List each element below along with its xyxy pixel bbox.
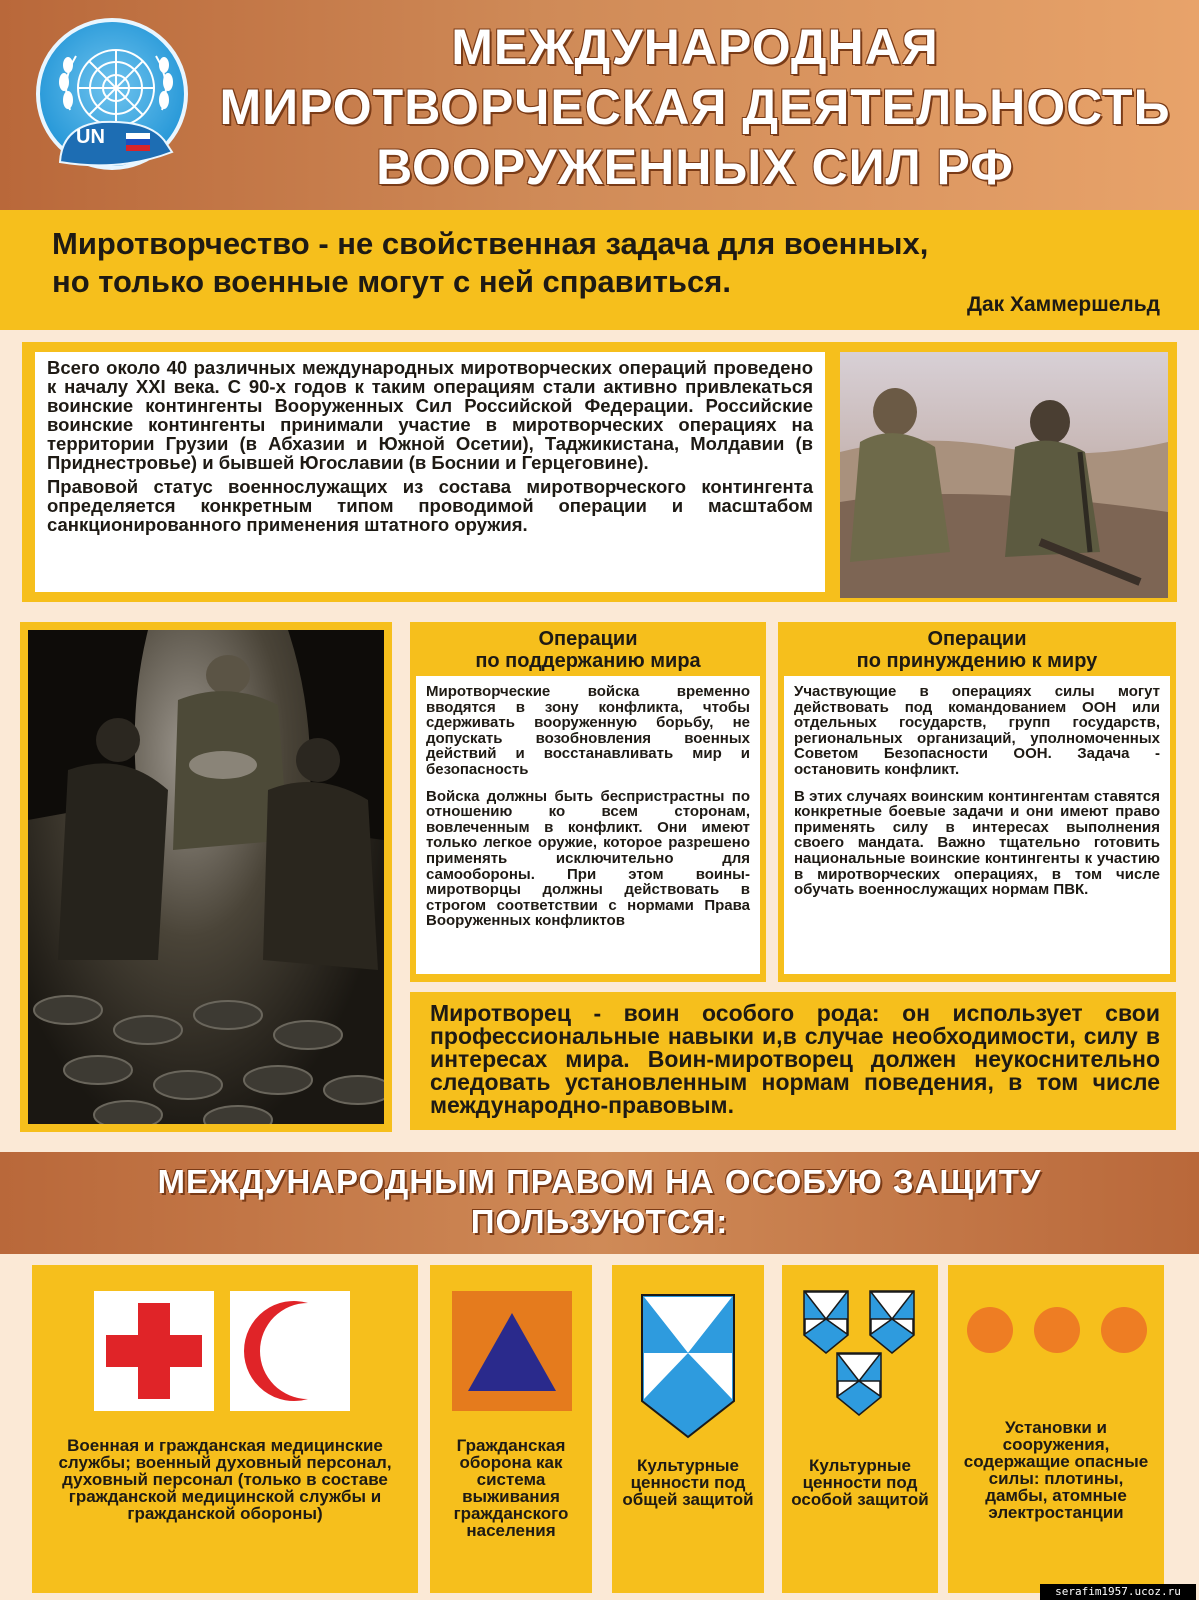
protection-caption-cultural-general: Культурные ценности под общей защитой <box>622 1456 754 1509</box>
protection-caption-cultural-special: Культурные ценности под особой защитой <box>791 1456 929 1509</box>
enforcement-paragraph-1: Участвующие в операциях силы могут действовать под командованием ООН или отдельных государств, групп государств, региональных организаций, уполномоченных Советом Безопасности ООН. Задача - остановить конфликт. <box>794 683 1160 778</box>
un-emblem-icon <box>36 18 188 170</box>
enforcement-text-box <box>784 676 1170 974</box>
page-title-line-3: ВООРУЖЕННЫХ СИЛ РФ <box>376 139 1014 195</box>
protection-caption-dangerous-forces: Установки и сооружения, содержащие опасные силы: плотины, дамбы, атомные электростанции <box>963 1418 1149 1522</box>
peacekeeping-title <box>410 628 766 672</box>
cultural-property-triple-shield-icon <box>802 1289 918 1419</box>
protection-caption-civil-defence: Гражданская оборона как система выживания гражданского населения <box>453 1436 569 1540</box>
soldiers-photo <box>840 352 1168 598</box>
peacekeeping-title-line-1: Операции <box>538 628 638 650</box>
peacekeeping-text-box <box>416 676 760 974</box>
intro-paragraph-2: Правовой статус военнослужащих из состава миротворческого контингента определяется конкретным типом проводимой операции и масштабом санкционированного применения штатного оружия. <box>47 476 813 535</box>
protection-card-dangerous-forces <box>948 1265 1164 1593</box>
dangerous-forces-three-circles-icon <box>962 1305 1152 1355</box>
intro-paragraph-1: Всего около 40 различных международных миротворческих операций проведено к началу XXI века. С 90-х годов к таким операциям стали активно привлекаться воинские контингенты Вооруженных Сил Российской Федерации. Российские воинские контингенты принимали участие в миротворческих операциях на территории Грузии (в Абхазии и Южной Осетии), Таджикистана, Молдавии (в Приднестровье) и бывшей Югославии (в Боснии и Герцеговине). <box>47 357 813 473</box>
watermark: serafim1957.ucoz.ru <box>1040 1584 1196 1600</box>
cultural-property-shield-icon <box>638 1291 738 1441</box>
protection-caption-medical: Военная и гражданская медицинские службы; военный духовный персонал, духовный персонал (только в составе гражданской медицинской службы и гражданской обороны) <box>58 1436 392 1523</box>
peacekeeping-title-line-2: по поддержанию мира <box>475 650 701 672</box>
demining-photo <box>28 630 384 1124</box>
protection-card-cultural-general <box>612 1265 764 1593</box>
intro-text-box <box>35 352 825 592</box>
protection-title-line-1: МЕЖДУНАРОДНЫМ ПРАВОМ НА ОСОБУЮ ЗАЩИТУ <box>157 1163 1042 1200</box>
peacekeeping-paragraph-1: Миротворческие войска временно вводятся в зону конфликта, чтобы сдерживать вооруженную борьбу, не допускать возобновления военных действий и восстанавливать мир и безопасность <box>426 683 750 778</box>
protection-title-line-2: ПОЛЬЗУЮТСЯ: <box>470 1203 729 1240</box>
quote <box>52 225 1162 301</box>
protection-title <box>0 1162 1199 1242</box>
enforcement-title <box>778 628 1176 672</box>
enforcement-title-line-1: Операции <box>927 628 1027 650</box>
enforcement-title-line-2: по принуждению к миру <box>856 650 1098 672</box>
quote-line-1: Миротворчество - не свойственная задача для военных, <box>52 226 929 261</box>
quote-line-2: но только военные могут с ней справиться. <box>52 264 731 299</box>
civil-defence-triangle-icon <box>452 1291 572 1411</box>
page-title-line-1: МЕЖДУНАРОДНАЯ <box>451 19 939 75</box>
peacekeeping-paragraph-2: Войска должны быть беспристрастны по отношению ко всем сторонам, вовлеченным в конфликт. Они имеют только легкое оружие, которое разрешено применять исключительно для самообороны. При этом воины-миротворцы должны действовать в строгом соответствии с нормами Права Вооруженных конфликтов <box>426 787 750 930</box>
un-emblem-label: UN <box>76 126 105 148</box>
protection-card-civil-defence <box>430 1265 592 1593</box>
protection-card-medical <box>32 1265 418 1593</box>
peacemaker-text: Миротворец - воин особого рода: он использует свои профессиональные навыки и,в случае необходимости, силу в интересах мира. Воин-миротворец должен неукоснительно следовать установленным нормам поведения, в том числе международно-правовым. <box>430 1000 1160 1118</box>
page-title-line-2: МИРОТВОРЧЕСКАЯ ДЕЯТЕЛЬНОСТЬ <box>219 79 1171 135</box>
enforcement-paragraph-2: В этих случаях воинским контингентам ставятся конкретные боевые задачи и они имеют право применять силу в интересах выполнения своего мандата. Важно тщательно готовить национальные воинские контингенты к участию в миротворческих операциях, в том числе обучать военнослужащих нормам ПВК. <box>794 787 1160 899</box>
protection-card-cultural-special <box>782 1265 938 1593</box>
quote-author: Дак Хаммершельд <box>966 293 1160 316</box>
red-crescent-icon <box>230 1291 350 1411</box>
red-cross-icon <box>94 1291 214 1411</box>
